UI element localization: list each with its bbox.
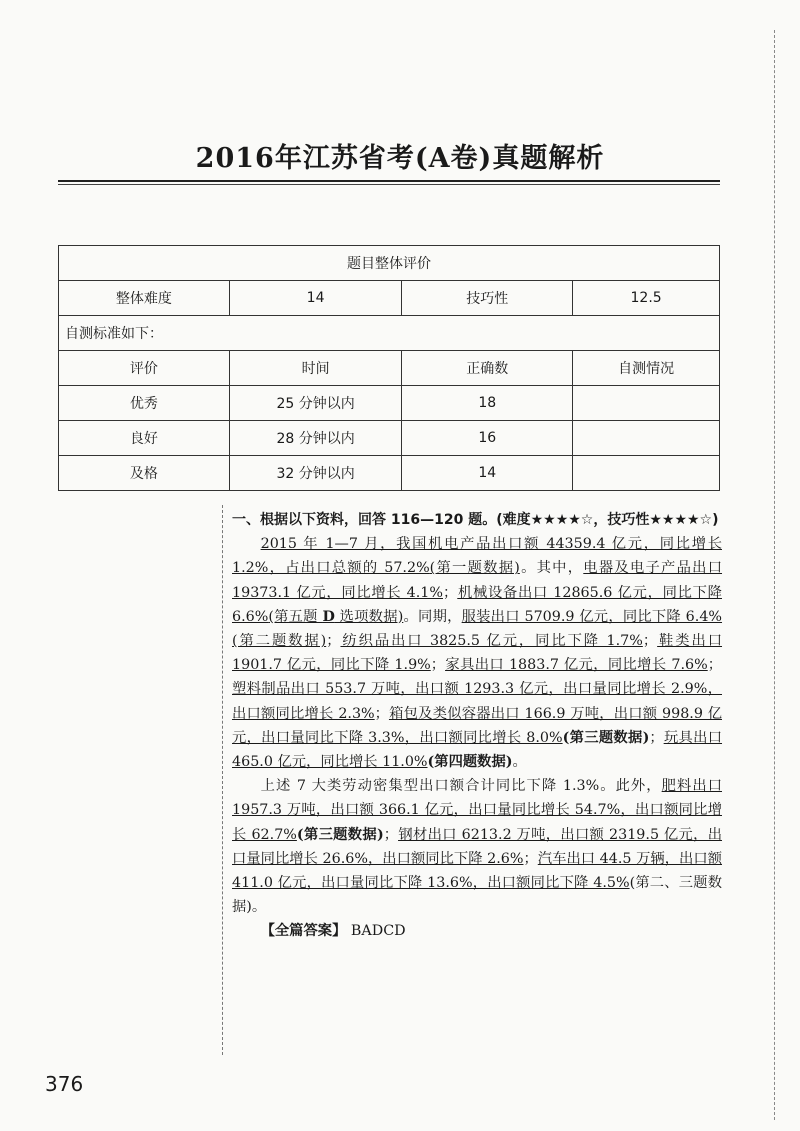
skill-label: 技巧性 (402, 281, 573, 316)
text-segment: 汽车出口 44.5 万辆，出口额 411.0 亿元，出口量同比下降 13.6%，出口额同比下降 4.5% (232, 850, 722, 892)
page-number: 376 (45, 1072, 84, 1096)
text-segment: 选项数据) (334, 608, 404, 625)
text-segment: 电器及电子产品出口 19373.1 亿元，同比增长 4.1% (232, 560, 723, 601)
table-row (59, 386, 720, 421)
margin-dashed-line (222, 505, 223, 1055)
text-segment: 肥料出口 1957.3 万吨，出口额 366.1 亿元，出口量同比增长 54.7%，出口额同比增长 62.7% (232, 778, 722, 843)
text-segment: 2015 年 1—7 月，我国机电产品出口额 44359.4 亿元，同比增长 1.2%，占出口总额的 57.2% (232, 536, 722, 577)
text-segment: (第三题数据) (296, 826, 384, 843)
grade-cell: 及格 (59, 456, 230, 491)
text-segment: 玩具出口 465.0 亿元，同比增长 11.0% (232, 729, 723, 771)
correct-cell: 18 (402, 386, 573, 421)
table-header-row (59, 351, 720, 386)
column-header: 自测情况 (573, 351, 720, 386)
text-segment: 机械设备出口 12865.6 亿元，同比下降 6.6% (232, 584, 722, 625)
evaluation-table (58, 245, 720, 491)
table-row (59, 456, 720, 491)
text-segment: 。 (512, 754, 527, 771)
page-title: 2016年江苏省考(A卷)真题解析 (195, 143, 605, 174)
text-segment: 钢材出口 6213.2 万吨，出口额 2319.5 亿元，出口量同比增长 26.6%，出口额同比下降 2.6% (232, 826, 723, 867)
text-segment: ； (430, 657, 446, 674)
self-check-cell (573, 421, 720, 456)
correct-cell: 14 (402, 456, 573, 491)
text-segment: ； (374, 705, 389, 722)
title-rule-thin (58, 184, 720, 185)
time-cell: 32 分钟以内 (229, 456, 402, 491)
skill-value: 12.5 (573, 281, 720, 316)
correct-cell: 16 (402, 421, 573, 456)
column-header: 评价 (59, 351, 230, 386)
text-segment: ； (383, 826, 399, 843)
self-check-cell (573, 386, 720, 421)
text-segment: D (322, 608, 335, 625)
time-cell: 28 分钟以内 (229, 421, 402, 456)
text-segment: (第一题数据) (429, 560, 520, 577)
text-segment: (第五题 (268, 608, 323, 625)
text-segment: 。同期， (403, 608, 462, 625)
difficulty-value: 14 (229, 281, 402, 316)
paragraph-1 (232, 532, 722, 774)
text-segment: ； (649, 729, 664, 746)
answer-line (232, 919, 722, 943)
question-section (232, 508, 722, 944)
answer-value: BADCD (350, 923, 406, 940)
text-segment: 塑料制品出口 553.7 万吨，出口额 1293.3 亿元，出口量同比增长 2.9%，出口额同比增长 2.3% (232, 681, 722, 722)
column-header: 时间 (229, 351, 402, 386)
question-header: 一、根据以下资料，回答 116—120 题。(难度★★★★☆，技巧性★★★★☆) (232, 512, 719, 528)
text-segment: 鞋类出口 1901.7 亿元，同比下降 1.9% (232, 633, 723, 674)
text-segment: ； (707, 657, 723, 674)
text-segment: (第二题数据) (232, 633, 327, 650)
binding-edge-line (774, 30, 775, 1120)
difficulty-label: 整体难度 (59, 281, 230, 316)
text-segment: 。 (251, 899, 267, 916)
text-segment: ； (326, 633, 341, 650)
text-segment: 家具出口 1883.7 亿元，同比增长 7.6% (445, 657, 708, 674)
time-cell: 25 分钟以内 (229, 386, 402, 421)
grade-cell: 优秀 (59, 386, 230, 421)
table-caption: 题目整体评价 (59, 246, 720, 281)
self-check-cell (573, 456, 720, 491)
text-segment: ； (642, 633, 658, 650)
column-header: 正确数 (402, 351, 573, 386)
table-row (59, 421, 720, 456)
text-segment: 服装出口 5709.9 亿元，同比下降 6.4% (461, 608, 723, 625)
standard-label: 自测标准如下： (59, 316, 720, 351)
text-segment: 上述 7 大类劳动密集型出口额合计同比下降 1.3%。此外， (260, 778, 662, 795)
answer-label: 【全篇答案】 (260, 923, 347, 940)
text-segment: ； (442, 584, 458, 601)
text-segment: (第二、三题数据) (232, 875, 722, 916)
title-rule (58, 180, 720, 182)
text-segment: 纺织品出口 3825.5 亿元，同比下降 1.7% (340, 633, 643, 650)
paragraph-2 (232, 774, 722, 919)
text-segment: 。其中， (519, 560, 584, 577)
text-segment: (第四题数据) (427, 754, 513, 771)
text-segment: ； (523, 850, 538, 867)
text-segment: 箱包及类似容器出口 166.9 万吨，出口额 998.9 亿元，出口量同比下降 3.3%，出口额同比增长 8.0% (232, 705, 722, 746)
text-segment: (第三题数据) (562, 729, 650, 746)
table-row (59, 281, 720, 316)
grade-cell: 良好 (59, 421, 230, 456)
